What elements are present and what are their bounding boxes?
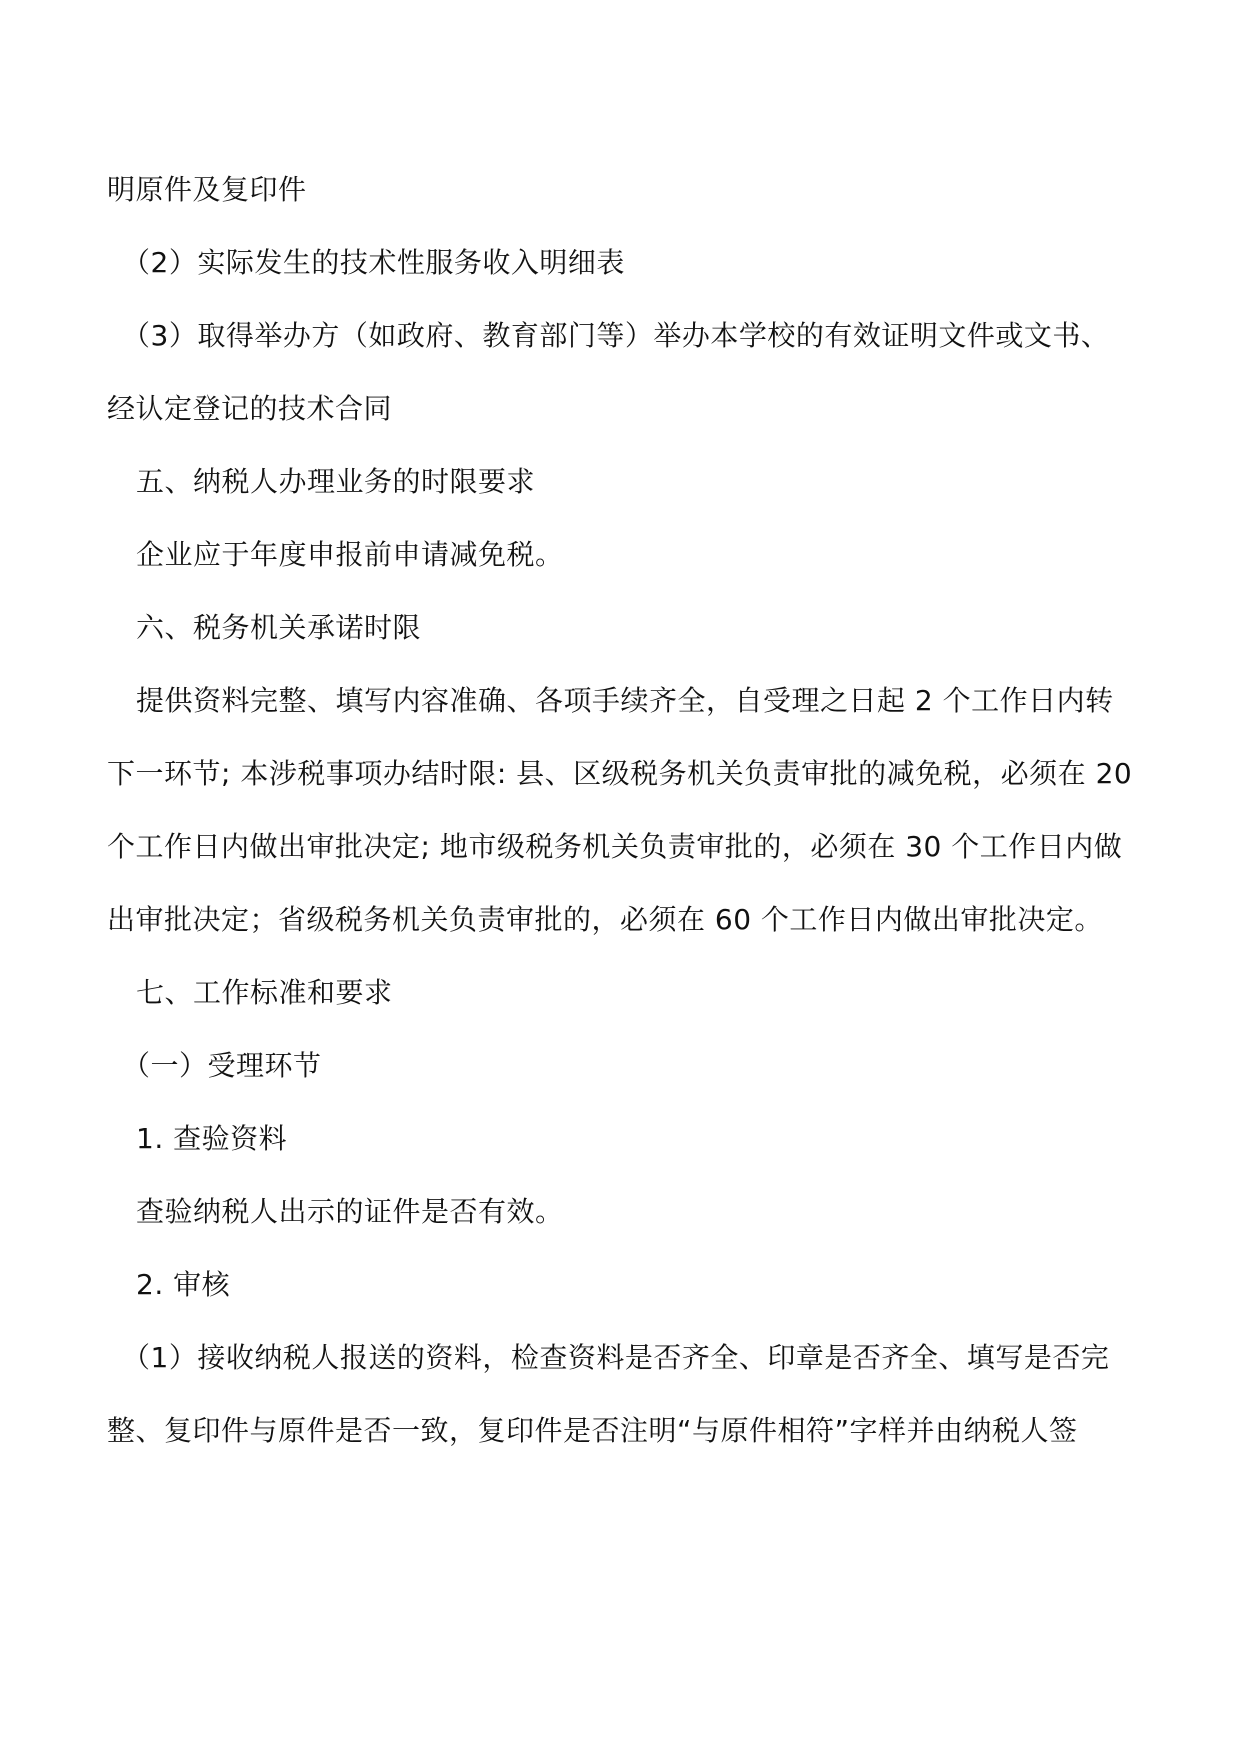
item-heading: 2. 审核 <box>136 1268 231 1301</box>
text-line: 提供资料完整、填写内容准确、各项手续齐全，自受理之日起 2 个工作日内转 <box>136 684 1114 717</box>
text-line: （3）取得举办方（如政府、教育部门等）举办本学校的有效证明文件或文书、 <box>122 319 1110 352</box>
text-line: （1）接收纳税人报送的资料，检查资料是否齐全、印章是否齐全、填写是否完 <box>122 1341 1110 1374</box>
text-line: 查验纳税人出示的证件是否有效。 <box>136 1195 564 1228</box>
section-heading: 六、税务机关承诺时限 <box>136 611 422 644</box>
text-line: 整、复印件与原件是否一致，复印件是否注明“与原件相符”字样并由纳税人签 <box>107 1414 1078 1447</box>
text-line: 下一环节; 本涉税事项办结时限: 县、区级税务机关负责审批的减免税，必须在 20 <box>107 757 1133 790</box>
text-line: 明原件及复印件 <box>107 173 307 206</box>
text-line: 经认定登记的技术合同 <box>107 392 393 425</box>
section-heading: 五、纳税人办理业务的时限要求 <box>136 465 536 498</box>
section-heading: 七、工作标准和要求 <box>136 976 393 1009</box>
text-line: 个工作日内做出审批决定; 地市级税务机关负责审批的，必须在 30 个工作日内做 <box>107 830 1123 863</box>
item-heading: 1. 查验资料 <box>136 1122 288 1155</box>
subsection-heading: （一）受理环节 <box>122 1049 322 1082</box>
text-line: 出审批决定；省级税务机关负责审批的，必须在 60 个工作日内做出审批决定。 <box>107 903 1103 936</box>
text-line: 企业应于年度申报前申请减免税。 <box>136 538 564 571</box>
text-line: （2）实际发生的技术性服务收入明细表 <box>122 246 625 279</box>
